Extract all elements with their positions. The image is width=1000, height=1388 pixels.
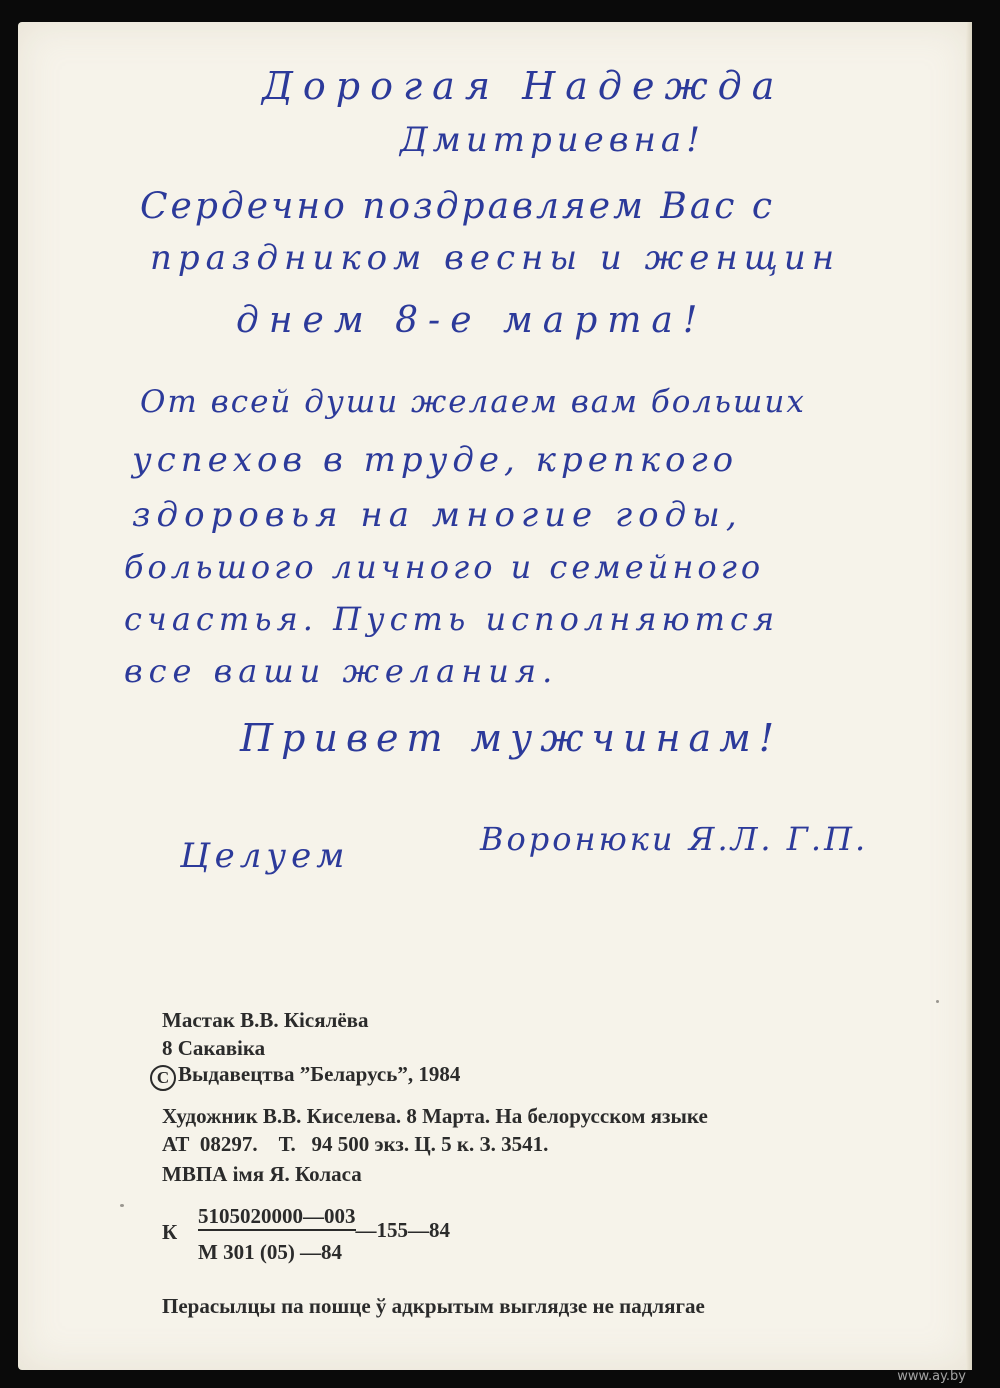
message-line: большого личного и семейного xyxy=(124,548,765,586)
printer-line: МВПА імя Я. Коласа xyxy=(162,1162,362,1186)
catalog-code-numerator xyxy=(198,1204,450,1242)
message-line: Сердечно поздравляем Вас с xyxy=(140,186,776,227)
message-line: здоровья на многие годы, xyxy=(132,495,743,535)
copyright-icon: C xyxy=(150,1065,176,1091)
catalog-code-denominator: М 301 (05) —84 xyxy=(198,1240,343,1264)
card-edge xyxy=(966,22,972,1370)
title-line: 8 Сакавіка xyxy=(162,1036,266,1060)
watermark: www.ay.by xyxy=(897,1369,966,1384)
message-line: все ваши желания. xyxy=(124,652,559,690)
publisher-line xyxy=(150,1062,460,1091)
message-line: успехов в труде, крепкого xyxy=(132,440,739,480)
catalog-code-suffix: —155—84 xyxy=(355,1218,450,1242)
message-line: днем 8-е марта! xyxy=(236,300,708,341)
dust-speck xyxy=(936,1000,939,1003)
closing: Целуем xyxy=(180,836,350,876)
message-line: От всей души желаем вам больших xyxy=(140,384,806,420)
print-run-line: АТ 08297. Т. 94 500 экз. Ц. 5 к. З. 3541. xyxy=(162,1132,549,1156)
artist-line: Мастак В.В. Кісялёва xyxy=(162,1008,369,1032)
message-line: Привет мужчинам! xyxy=(240,716,782,760)
dust-speck xyxy=(120,1204,124,1207)
catalog-code-letter: К xyxy=(162,1220,178,1244)
greeting-line-2: Дмитриевна! xyxy=(400,120,705,160)
greeting-line-1: Дорогая Надежда xyxy=(262,64,785,108)
message-line: счастья. Пусть исполняются xyxy=(124,600,780,638)
postal-note: Перасылцы па пошце ў адкрытым выглядзе не падлягае xyxy=(162,1294,705,1318)
russian-line: Художник В.В. Киселева. 8 Марта. На белорусском языке xyxy=(162,1104,708,1128)
signature: Воронюки Я.Л. Г.П. xyxy=(480,820,869,858)
message-line: праздником весны и женщин xyxy=(150,238,841,278)
catalog-numerator-text: 5105020000—003 xyxy=(198,1204,356,1231)
publisher-text: Выдавецтва ”Беларусь”, 1984 xyxy=(178,1062,461,1086)
